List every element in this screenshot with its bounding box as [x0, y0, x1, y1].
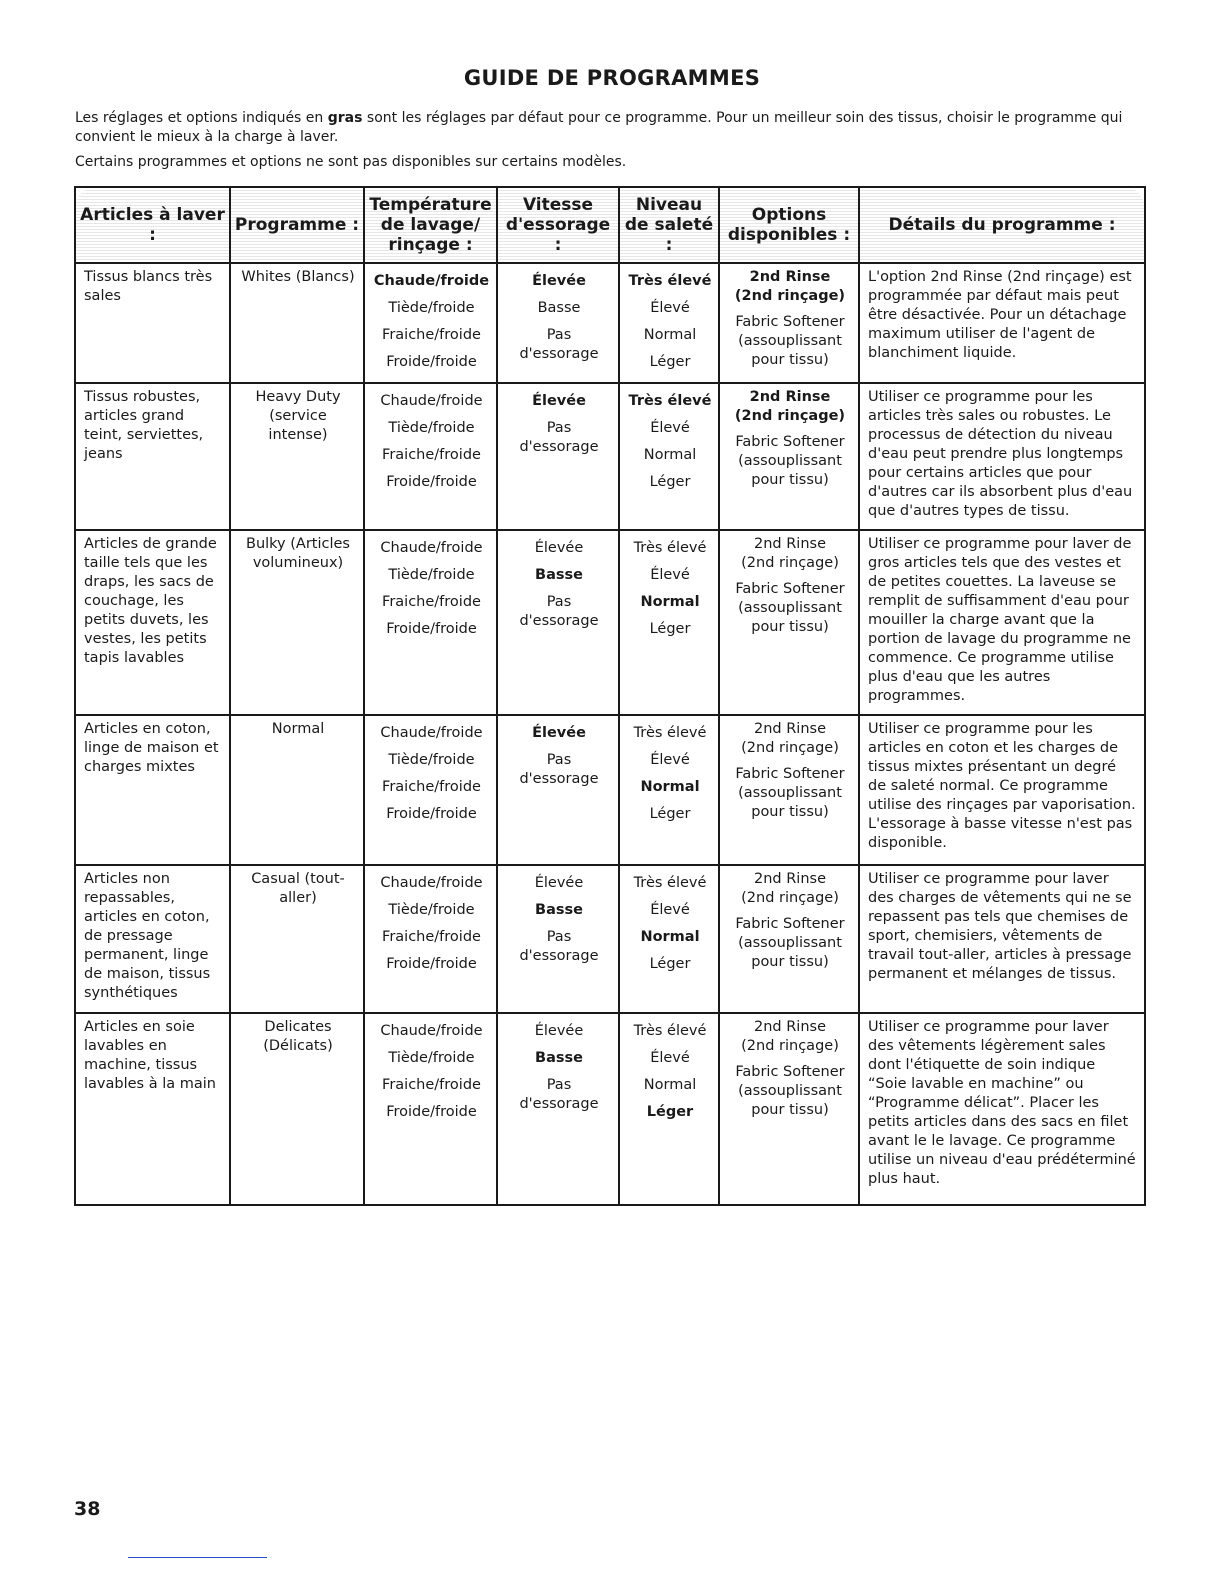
spin-speed-option: Élevée	[532, 393, 586, 409]
cell-details: L'option 2nd Rinse (2nd rinçage) est programmée par défaut mais peut être désactivée. Pour un détachage maximum utiliser de l'agent de blanchiment liquide.	[859, 263, 1145, 383]
cell-temperature	[364, 530, 497, 715]
cell-temperature	[364, 1013, 497, 1205]
temperature-option: Chaude/froide	[380, 393, 483, 409]
temperature-option: Chaude/froide	[380, 875, 483, 891]
cell-programme: Bulky (Articles volumineux)	[230, 530, 364, 715]
temperature-option: Froide/froide	[386, 806, 477, 822]
option-line: Fabric Softener	[735, 916, 845, 932]
option-line: (2nd rinçage)	[741, 740, 839, 756]
option-line: (2nd rinçage)	[741, 555, 839, 571]
option-line: Fabric Softener	[735, 314, 845, 330]
cell-details: Utiliser ce programme pour laver de gros articles tels que des vestes et de petites couettes. La laveuse se remplit de suffisamment d'eau pour mouiller la charge avant que la portion de lavage du programme ne commence. Ce programme utilise plus d'eau que les autres programmes.	[859, 530, 1145, 715]
soil-level-option: Normal	[640, 779, 700, 795]
temperature-option: Tiède/froide	[388, 752, 475, 768]
soil-level-option: Très élevé	[633, 875, 707, 891]
table-body	[75, 263, 1145, 1205]
cell-vitesse	[497, 715, 619, 865]
cell-niveau	[619, 530, 719, 715]
soil-level-option: Très élevé	[628, 393, 712, 409]
temperature-option: Tiède/froide	[388, 300, 475, 316]
temperature-option: Fraiche/froide	[382, 447, 481, 463]
soil-level-option: Très élevé	[628, 273, 712, 289]
spin-speed-option: Élevée	[534, 875, 584, 891]
cell-options	[719, 715, 859, 865]
table-row	[75, 383, 1145, 530]
soil-level-option: Léger	[649, 474, 691, 490]
soil-level-option: Élevé	[650, 420, 690, 436]
cell-programme: Delicates (Délicats)	[230, 1013, 364, 1205]
option-line: 2nd Rinse	[754, 1019, 826, 1035]
temperature-option: Tiède/froide	[388, 420, 475, 436]
temperature-option: Fraiche/froide	[382, 779, 481, 795]
option-line: (assouplissant pour tissu)	[738, 935, 842, 970]
footer-rule	[128, 1557, 267, 1558]
availability-note: Certains programmes et options ne sont pas disponibles sur certains modèles.	[75, 154, 627, 170]
cell-niveau	[619, 383, 719, 530]
soil-level-option: Élevé	[650, 902, 690, 918]
cell-programme: Whites (Blancs)	[230, 263, 364, 383]
spin-speed-option: Pas d'essorage	[519, 594, 599, 629]
cell-vitesse	[497, 865, 619, 1013]
temperature-option: Froide/froide	[386, 474, 477, 490]
header-programme: Programme :	[230, 187, 364, 263]
spin-speed-option: Basse	[535, 567, 583, 583]
cell-articles: Articles de grande taille tels que les draps, les sacs de couchage, les petits duvets, les vestes, les petits tapis lavables	[75, 530, 230, 715]
temperature-option: Chaude/froide	[380, 725, 483, 741]
cell-details: Utiliser ce programme pour les articles en coton et les charges de tissus mixtes présentant un degré de saleté normal. Ce programme utilise des rinçages par vaporisation. L'essorage à basse vitesse n'est pas disponible.	[859, 715, 1145, 865]
soil-level-option: Élevé	[650, 752, 690, 768]
soil-level-option: Élevé	[650, 567, 690, 583]
cell-temperature	[364, 715, 497, 865]
option-line: (assouplissant pour tissu)	[738, 333, 842, 368]
cell-options	[719, 383, 859, 530]
spin-speed-option: Basse	[537, 300, 581, 316]
temperature-option: Tiède/froide	[388, 1050, 475, 1066]
header-niveau: Niveau de saleté :	[619, 187, 719, 263]
page-title: GUIDE DE PROGRAMMES	[463, 66, 761, 90]
spin-speed-option: Pas d'essorage	[519, 420, 599, 455]
spin-speed-option: Basse	[535, 1050, 583, 1066]
cell-articles: Articles en soie lavables en machine, tissus lavables à la main	[75, 1013, 230, 1205]
temperature-option: Tiède/froide	[388, 902, 475, 918]
spin-speed-option: Élevée	[534, 540, 584, 556]
cell-articles: Articles non repassables, articles en coton, de pressage permanent, linge de maison, tissus synthétiques	[75, 865, 230, 1013]
temperature-option: Tiède/froide	[388, 567, 475, 583]
spin-speed-option: Basse	[535, 902, 583, 918]
soil-level-option: Léger	[646, 1104, 694, 1120]
cell-options	[719, 530, 859, 715]
soil-level-option: Normal	[643, 1077, 697, 1093]
intro-paragraph	[75, 109, 1145, 147]
header-details: Détails du programme :	[859, 187, 1145, 263]
cell-niveau	[619, 1013, 719, 1205]
header-articles: Articles à laver :	[75, 187, 230, 263]
cell-articles: Tissus robustes, articles grand teint, serviettes, jeans	[75, 383, 230, 530]
spin-speed-option: Pas d'essorage	[519, 1077, 599, 1112]
soil-level-option: Normal	[643, 447, 697, 463]
cell-niveau	[619, 263, 719, 383]
option-line: Fabric Softener	[735, 1064, 845, 1080]
option-line: (2nd rinçage)	[734, 288, 846, 304]
cell-articles: Articles en coton, linge de maison et charges mixtes	[75, 715, 230, 865]
spin-speed-option: Pas d'essorage	[519, 929, 599, 964]
spin-speed-option: Pas d'essorage	[519, 752, 599, 787]
temperature-option: Fraiche/froide	[382, 929, 481, 945]
program-guide-table	[74, 186, 1146, 1206]
cell-programme: Heavy Duty (service intense)	[230, 383, 364, 530]
cell-programme: Normal	[230, 715, 364, 865]
cell-vitesse	[497, 383, 619, 530]
table-row	[75, 263, 1145, 383]
temperature-option: Froide/froide	[386, 354, 477, 370]
option-line: Fabric Softener	[735, 434, 845, 450]
option-line: (assouplissant pour tissu)	[738, 453, 842, 488]
soil-level-option: Normal	[640, 594, 700, 610]
option-line: (assouplissant pour tissu)	[738, 785, 842, 820]
option-line: (assouplissant pour tissu)	[738, 1083, 842, 1118]
header-temperature: Température de lavage/ rinçage :	[364, 187, 497, 263]
soil-level-option: Très élevé	[633, 725, 707, 741]
cell-details: Utiliser ce programme pour laver des charges de vêtements qui ne se repassent pas tels que chemises de sport, chemisiers, vêtements de travail tout-aller, articles à pressage permanent et mélanges de tissus.	[859, 865, 1145, 1013]
option-line: (2nd rinçage)	[741, 890, 839, 906]
soil-level-option: Normal	[640, 929, 700, 945]
cell-vitesse	[497, 263, 619, 383]
intro-bold-word: gras	[327, 110, 363, 126]
option-line: 2nd Rinse	[754, 536, 826, 552]
spin-speed-option: Élevée	[532, 273, 586, 289]
soil-level-option: Normal	[643, 327, 697, 343]
soil-level-option: Élevé	[650, 300, 690, 316]
option-line: Fabric Softener	[735, 766, 845, 782]
cell-temperature	[364, 263, 497, 383]
cell-details: Utiliser ce programme pour laver des vêtements légèrement sales dont l'étiquette de soin indique “Soie lavable en machine” ou “Programme délicat”. Placer les petits articles dans des sacs en filet avant le le lavage. Ce programme utilise un niveau d'eau prédéterminé plus haut.	[859, 1013, 1145, 1205]
page-number: 38	[74, 1498, 101, 1520]
table-row	[75, 1013, 1145, 1205]
soil-level-option: Très élevé	[633, 540, 707, 556]
soil-level-option: Léger	[649, 354, 691, 370]
header-vitesse: Vitesse d'essorage :	[497, 187, 619, 263]
temperature-option: Chaude/froide	[380, 540, 483, 556]
temperature-option: Froide/froide	[386, 621, 477, 637]
intro-text-start: Les réglages et options indiqués en	[75, 110, 328, 126]
soil-level-option: Léger	[649, 956, 691, 972]
soil-level-option: Élevé	[650, 1050, 690, 1066]
soil-level-option: Très élevé	[633, 1023, 707, 1039]
option-line: (2nd rinçage)	[741, 1038, 839, 1054]
cell-niveau	[619, 865, 719, 1013]
option-line: 2nd Rinse	[749, 269, 831, 285]
cell-temperature	[364, 865, 497, 1013]
cell-programme: Casual (tout-aller)	[230, 865, 364, 1013]
cell-articles: Tissus blancs très sales	[75, 263, 230, 383]
temperature-option: Fraiche/froide	[382, 594, 481, 610]
temperature-option: Froide/froide	[386, 1104, 477, 1120]
option-line: (assouplissant pour tissu)	[738, 600, 842, 635]
cell-vitesse	[497, 1013, 619, 1205]
table-row	[75, 715, 1145, 865]
cell-details: Utiliser ce programme pour les articles très sales ou robustes. Le processus de détection du niveau d'eau peut prendre plus longtemps pour certains articles que pour d'autres car ils absorbent plus d'eau que d'autres types de tissu.	[859, 383, 1145, 530]
table-header-row	[75, 187, 1145, 263]
temperature-option: Chaude/froide	[380, 1023, 483, 1039]
table-row	[75, 530, 1145, 715]
cell-options	[719, 865, 859, 1013]
spin-speed-option: Pas d'essorage	[519, 327, 599, 362]
option-line: (2nd rinçage)	[734, 408, 846, 424]
option-line: Fabric Softener	[735, 581, 845, 597]
option-line: 2nd Rinse	[754, 871, 826, 887]
temperature-option: Chaude/froide	[373, 273, 490, 289]
temperature-option: Fraiche/froide	[382, 327, 481, 343]
spin-speed-option: Élevée	[532, 725, 586, 741]
header-options: Options disponibles :	[719, 187, 859, 263]
cell-options	[719, 263, 859, 383]
intro-text-end: sont les réglages par défaut pour ce programme. Pour un meilleur soin des tissus, choisir le programme qui convient le mieux à la charge à laver.	[75, 110, 1123, 145]
soil-level-option: Léger	[649, 621, 691, 637]
option-line: 2nd Rinse	[749, 389, 831, 405]
temperature-option: Froide/froide	[386, 956, 477, 972]
spin-speed-option: Élevée	[534, 1023, 584, 1039]
option-line: 2nd Rinse	[754, 721, 826, 737]
cell-vitesse	[497, 530, 619, 715]
cell-niveau	[619, 715, 719, 865]
cell-options	[719, 1013, 859, 1205]
table-row	[75, 865, 1145, 1013]
soil-level-option: Léger	[649, 806, 691, 822]
cell-temperature	[364, 383, 497, 530]
temperature-option: Fraiche/froide	[382, 1077, 481, 1093]
